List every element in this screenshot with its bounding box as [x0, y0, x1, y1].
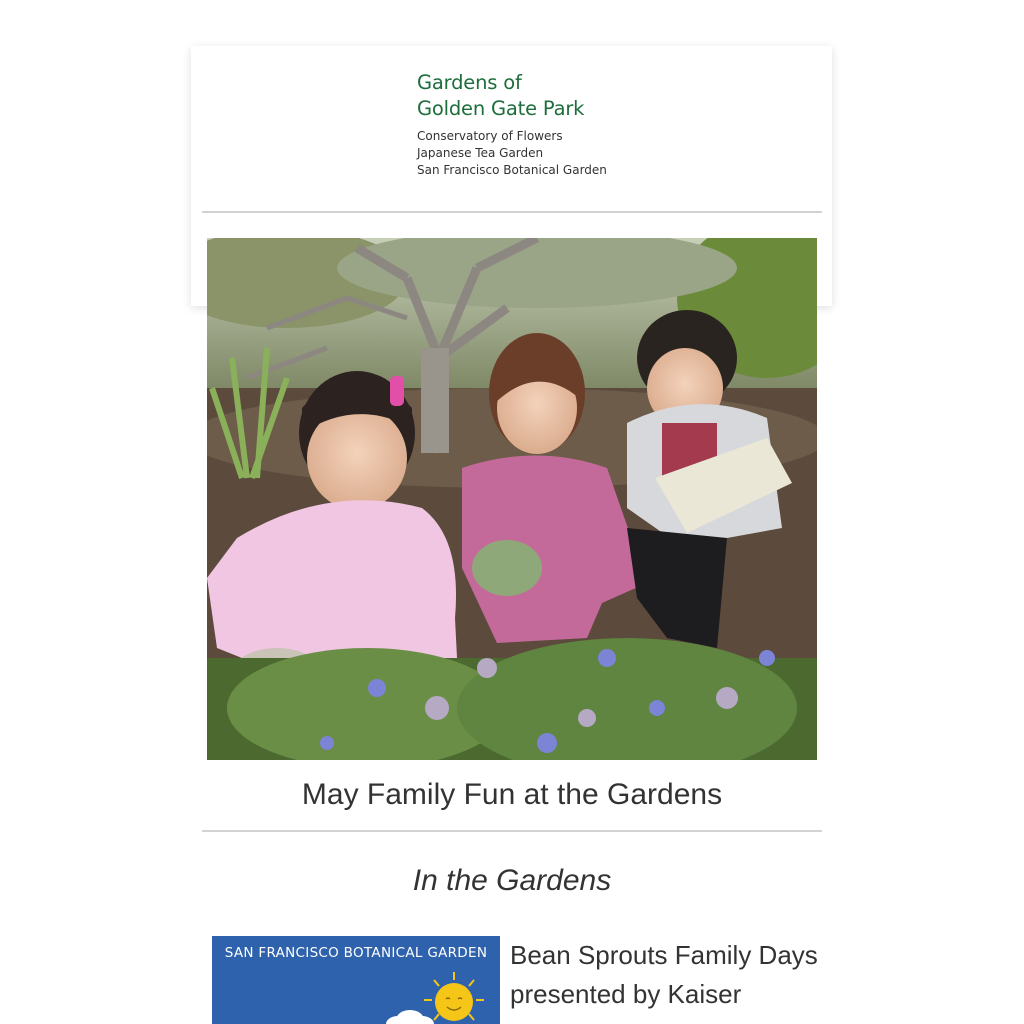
section-title: In the Gardens: [412, 864, 612, 897]
thumbnail-label: SAN FRANCISCO BOTANICAL GARDEN: [224, 945, 488, 961]
event-title[interactable]: [510, 936, 830, 1014]
brand-title-line2: Golden Gate Park: [417, 97, 585, 120]
children-examining-flowers-photo-icon: [207, 238, 817, 760]
event-title-line2: presented by Kaiser: [510, 979, 742, 1009]
event-thumbnail[interactable]: [212, 936, 500, 1024]
brand-logo[interactable]: [417, 70, 607, 179]
newsletter-headline: May Family Fun at the Gardens: [301, 778, 723, 811]
brand-title-line1: Gardens of: [417, 71, 522, 94]
hero-image[interactable]: [207, 238, 817, 760]
header-divider: [202, 211, 822, 213]
venue-conservatory: Conservatory of Flowers: [417, 129, 563, 143]
venue-tea-garden: Japanese Tea Garden: [417, 146, 544, 160]
sun-cloud-icon: [212, 936, 500, 1024]
headline-divider: [202, 830, 822, 832]
event-title-line1: Bean Sprouts Family Days: [510, 940, 818, 970]
venue-botanical-garden: San Francisco Botanical Garden: [417, 163, 607, 177]
